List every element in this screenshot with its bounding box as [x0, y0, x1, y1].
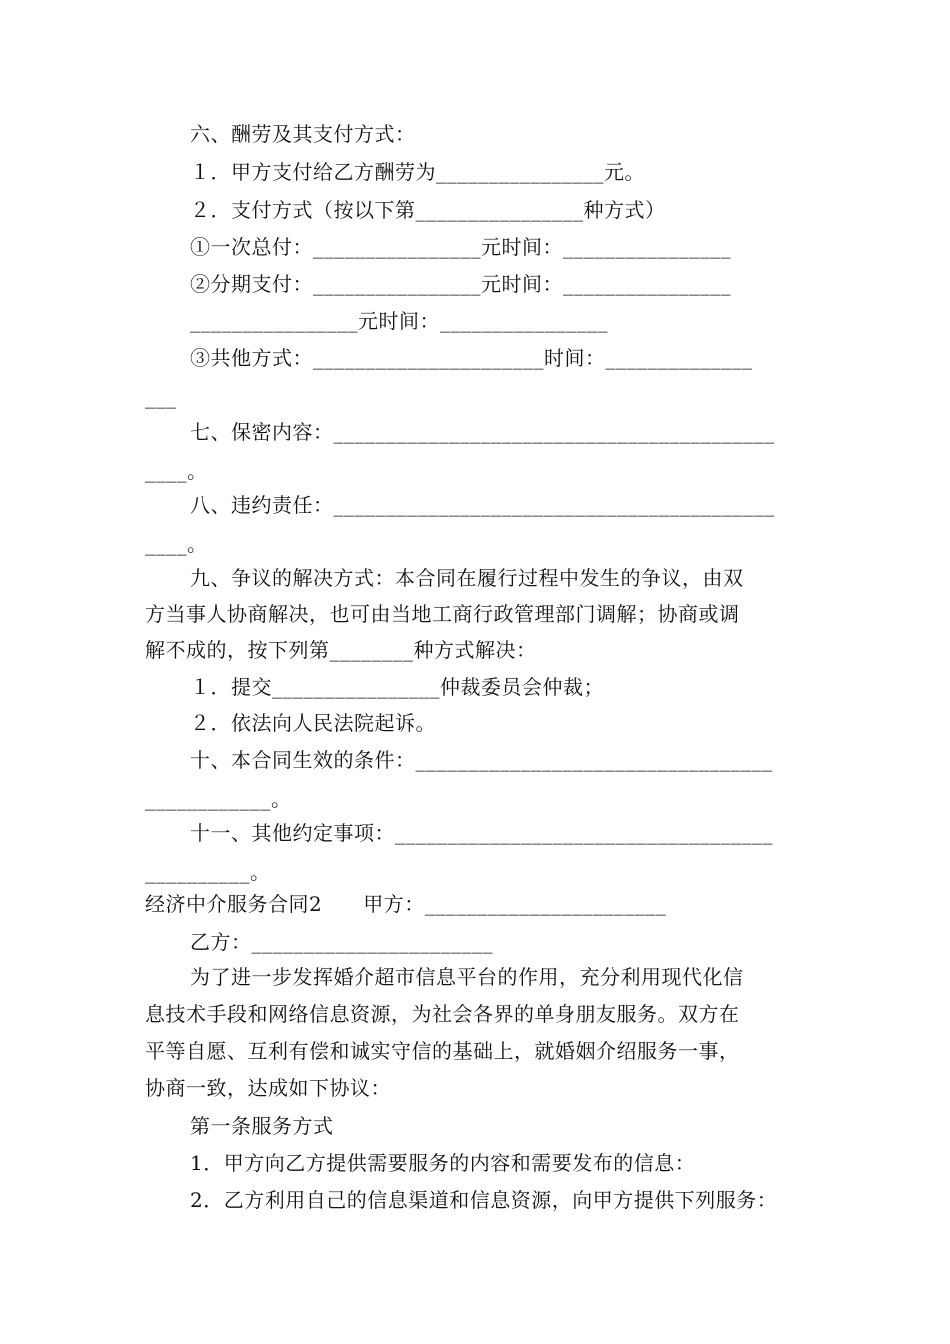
preamble-line-2: 息技术手段和网络信息资源，为社会各界的单身朋友服务。双方在 [145, 1002, 740, 1026]
payment-option-2-cont: ________________元时间：________________ [190, 309, 608, 333]
section-11-cont: __________。 [145, 860, 271, 884]
section-11: 十一、其他约定事项：____________________________________ [190, 821, 773, 845]
article-1-heading: 第一条服务方式 [190, 1114, 334, 1138]
payment-option-2: ②分期支付：________________元时间：________________ [190, 272, 731, 296]
payment-option-3-cont: ___ [145, 385, 177, 409]
preamble-line-4: 协商一致，达成如下协议： [145, 1076, 391, 1100]
payment-option-3: ③共他方式：______________________时间：______________ [190, 346, 753, 370]
section-7: 七、保密内容：__________________________________________ [190, 420, 775, 444]
section-8: 八、违约责任：__________________________________________ [190, 493, 775, 517]
contract-2-title-party-a: 经济中介服务合同2 甲方：_______________________ [145, 892, 667, 916]
section-9-line-3: 解不成的，按下列第________种方式解决： [145, 638, 537, 662]
clause-9-1: １．提交________________仲裁委员会仲裁； [190, 675, 604, 699]
section-9: 九、争议的解决方式：本合同在履行过程中发生的争议，由双 [190, 566, 744, 590]
payment-option-1: ①一次总付：________________元时间：________________ [190, 235, 731, 259]
preamble-line-3: 平等自愿、互利有偿和诚实守信的基础上，就婚姻介绍服务一事， [145, 1039, 740, 1063]
section-8-cont: ____。 [145, 532, 208, 556]
article-1-clause-2: 2．乙方利用自己的信息渠道和信息资源，向甲方提供下列服务： [190, 1188, 778, 1212]
clause-9-2: ２．依法向人民法院起诉。 [190, 711, 436, 735]
party-b: 乙方：_______________________ [190, 930, 493, 954]
section-9-line-2: 方当事人协商解决，也可由当地工商行政管理部门调解；协商或调 [145, 602, 740, 626]
section-10: 十、本合同生效的条件：__________________________________ [190, 748, 773, 772]
section-10-cont: ____________。 [145, 787, 292, 811]
clause-6-1: １．甲方支付给乙方酬劳为________________元。 [190, 160, 645, 184]
section-7-cont: ____。 [145, 459, 208, 483]
section-6-heading: 六、酬劳及其支付方式： [190, 122, 416, 146]
preamble-line-1: 为了进一步发挥婚介超市信息平台的作用，充分利用现代化信 [190, 965, 744, 989]
article-1-clause-1: 1．甲方向乙方提供需要服务的内容和需要发布的信息： [190, 1151, 696, 1175]
clause-6-2: ２．支付方式（按以下第________________种方式） [190, 198, 666, 222]
